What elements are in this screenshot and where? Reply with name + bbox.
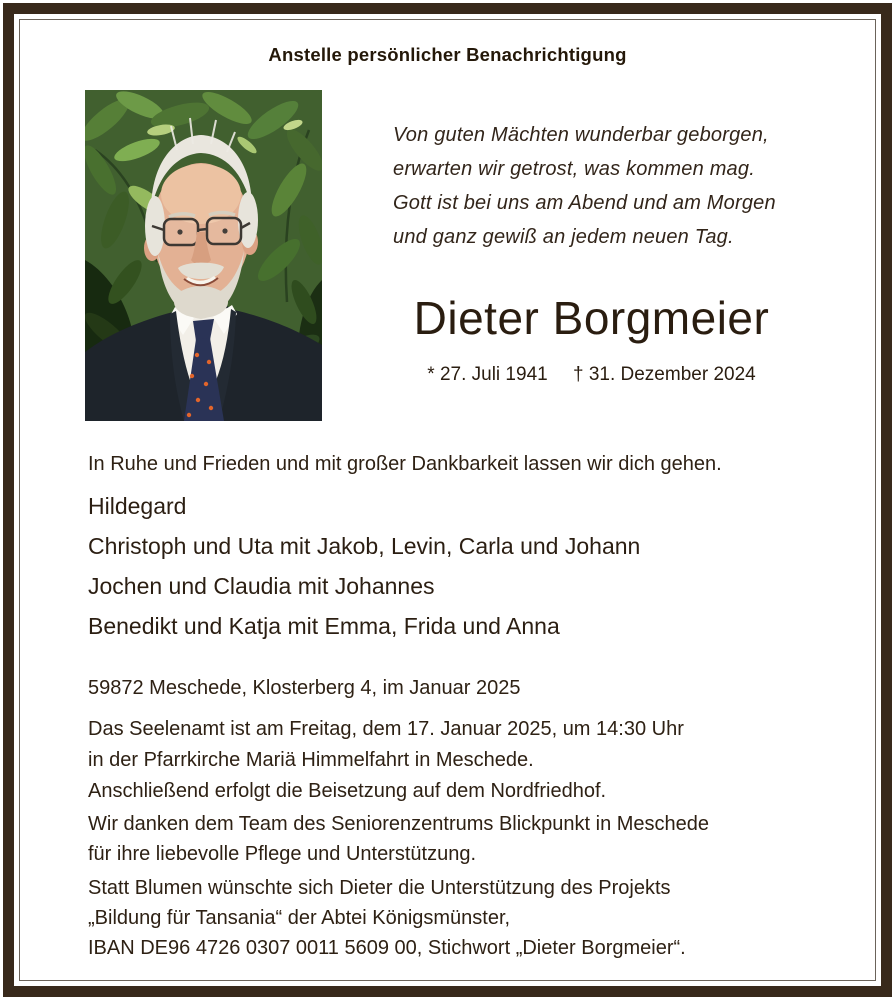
family-line: Hildegard — [88, 493, 187, 519]
family-line: Christoph und Uta mit Jakob, Levin, Carla und Johann — [88, 533, 641, 559]
donation-info — [88, 873, 828, 963]
poem-line: erwarten wir getrost, was kommen mag. — [393, 158, 755, 180]
thanks-line: für ihre liebevolle Pflege und Unterstützung. — [88, 843, 477, 865]
deceased-name: Dieter Borgmeier — [413, 292, 770, 344]
donation-line: Statt Blumen wünschte sich Dieter die Unterstützung des Projekts — [88, 877, 671, 899]
portrait-photo — [85, 90, 322, 421]
poem-line: Gott ist bei uns am Abend und am Morgen — [393, 192, 776, 214]
death-date: † 31. Dezember 2024 — [572, 364, 756, 385]
right-column — [393, 118, 790, 386]
poem — [393, 118, 790, 254]
donation-line: „Bildung für Tansania“ der Abtei Königsmünster, — [88, 907, 511, 929]
poem-line: und ganz gewiß an jedem neuen Tag. — [393, 226, 734, 248]
donation-line: IBAN DE96 4726 0307 0011 5609 00, Stichwort „Dieter Borgmeier“. — [88, 937, 686, 959]
service-line: Anschließend erfolgt die Beisetzung auf dem Nordfriedhof. — [88, 780, 607, 802]
service-info — [88, 714, 828, 807]
family-line: Jochen und Claudia mit Johannes — [88, 573, 435, 599]
portrait-illustration — [85, 90, 322, 421]
thanks-line: Wir danken dem Team des Seniorenzentrums Blickpunkt in Meschede — [88, 813, 710, 835]
address-date-line: 59872 Meschede, Klosterberg 4, im Januar 2025 — [88, 677, 521, 699]
thanks-text — [88, 809, 828, 869]
family-names — [88, 486, 828, 646]
service-line: Das Seelenamt ist am Freitag, dem 17. Januar 2025, um 14:30 Uhr — [88, 718, 684, 740]
farewell-text: In Ruhe und Frieden und mit großer Dankbarkeit lassen wir dich gehen. — [88, 453, 722, 475]
life-dates — [393, 364, 790, 386]
poem-line: Von guten Mächten wunderbar geborgen, — [393, 124, 769, 146]
notice-header: Anstelle persönlicher Benachrichtigung — [268, 44, 627, 65]
service-line: in der Pfarrkirche Mariä Himmelfahrt in Meschede. — [88, 749, 534, 771]
family-line: Benedikt und Katja mit Emma, Frida und Anna — [88, 613, 560, 639]
main-text — [88, 452, 828, 963]
birth-date: * 27. Juli 1941 — [427, 364, 548, 385]
